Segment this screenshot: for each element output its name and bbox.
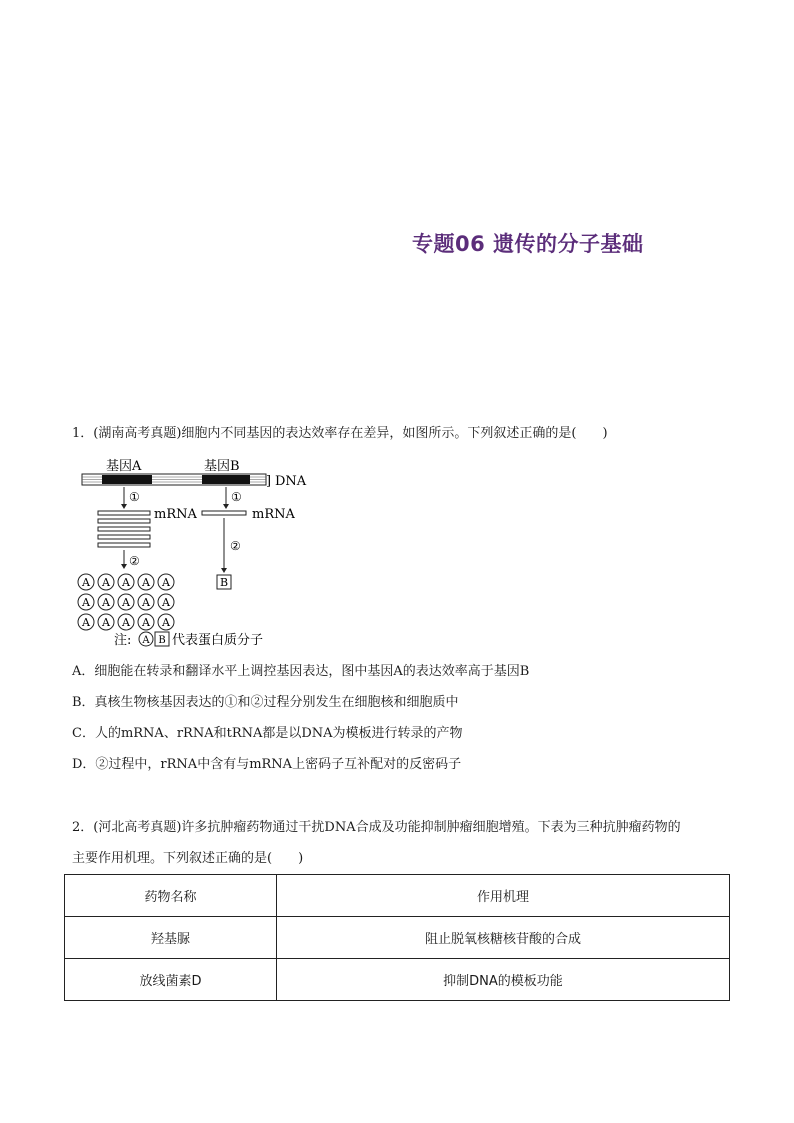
mrna-label-b: mRNA xyxy=(252,507,295,522)
note-prefix: 注: xyxy=(114,633,132,648)
protein-a-letter: A xyxy=(102,616,110,629)
protein-b-letter: B xyxy=(219,576,229,589)
protein-a-grid xyxy=(78,574,174,630)
step2-label-a: ② xyxy=(129,554,140,568)
dna-label: DNA xyxy=(275,474,307,489)
protein-a-letter: A xyxy=(102,596,110,609)
note-protein-a-letter: A xyxy=(142,635,150,646)
mrna-stack-a xyxy=(98,511,150,547)
table-cell-mechanism: 阻止脱氧核糖核苷酸的合成 xyxy=(277,917,730,959)
arrow-a-step2-head xyxy=(121,564,127,569)
protein-a-letter: A xyxy=(82,576,90,589)
gene-a-label: 基因A xyxy=(106,459,142,474)
page-title: 专题06 遗传的分子基础 xyxy=(412,232,644,256)
gene-b-segment xyxy=(202,475,250,484)
q1-option-c: C．人的mRNA、rRNA和tRNA都是以DNA为模板进行转录的产物 xyxy=(72,726,463,741)
question-2-stem-line1: 2．(河北高考真题)许多抗肿瘤药物通过干扰DNA合成及功能抑制肿瘤细胞增殖。下表为三种抗肿瘤药物的 xyxy=(72,820,681,835)
table-header-mechanism: 作用机理 xyxy=(277,875,730,917)
protein-a-letter: A xyxy=(122,616,130,629)
question-2-stem-line2: 主要作用机理。下列叙述正确的是( ) xyxy=(72,851,304,866)
table-cell-mechanism: 抑制DNA的模板功能 xyxy=(277,959,730,1001)
step1-label-a: ① xyxy=(129,490,140,504)
protein-a-letter: A xyxy=(162,576,170,589)
table-row xyxy=(65,917,730,959)
table-cell-drug: 放线菌素D xyxy=(65,959,277,1001)
arrow-b-step1-head xyxy=(223,504,229,509)
q1-option-b: B．真核生物核基因表达的①和②过程分别发生在细胞核和细胞质中 xyxy=(72,695,459,710)
table-header-drug: 药物名称 xyxy=(65,875,277,917)
mrna-label-a: mRNA xyxy=(154,507,197,522)
protein-a-letter: A xyxy=(82,596,90,609)
drug-mechanism-table xyxy=(64,874,730,1001)
gene-expression-figure xyxy=(76,452,336,652)
table-header-row xyxy=(65,875,730,917)
dna-bracket: ] xyxy=(266,474,272,489)
note-protein-b-letter: B xyxy=(158,635,166,646)
step2-label-b: ② xyxy=(230,539,241,553)
protein-a-letter: A xyxy=(82,616,90,629)
note-suffix: 代表蛋白质分子 xyxy=(172,633,264,648)
step1-label-b: ① xyxy=(231,490,242,504)
protein-a-letter: A xyxy=(102,576,110,589)
gene-b-label: 基因B xyxy=(204,459,240,474)
q1-option-d: D．②过程中，rRNA中含有与mRNA上密码子互补配对的反密码子 xyxy=(72,757,462,772)
table-cell-drug: 羟基脲 xyxy=(65,917,277,959)
arrow-b-step2-head xyxy=(221,568,227,573)
arrow-a-step1-head xyxy=(121,504,127,509)
question-1-stem: 1．(湖南高考真题)细胞内不同基因的表达效率存在差异，如图所示。下列叙述正确的是( ) xyxy=(72,426,608,441)
mrna-b xyxy=(202,511,246,515)
table-row xyxy=(65,959,730,1001)
q1-option-a: A．细胞能在转录和翻译水平上调控基因表达，图中基因A的表达效率高于基因B xyxy=(72,664,530,679)
protein-a-letter: A xyxy=(142,616,150,629)
gene-a-segment xyxy=(102,475,152,484)
protein-a-letter: A xyxy=(142,596,150,609)
protein-a-letter: A xyxy=(142,576,150,589)
figure-svg xyxy=(76,452,336,652)
protein-a-letter: A xyxy=(122,596,130,609)
protein-a-letter: A xyxy=(162,596,170,609)
protein-a-letter: A xyxy=(162,616,170,629)
protein-a-letter: A xyxy=(122,576,130,589)
